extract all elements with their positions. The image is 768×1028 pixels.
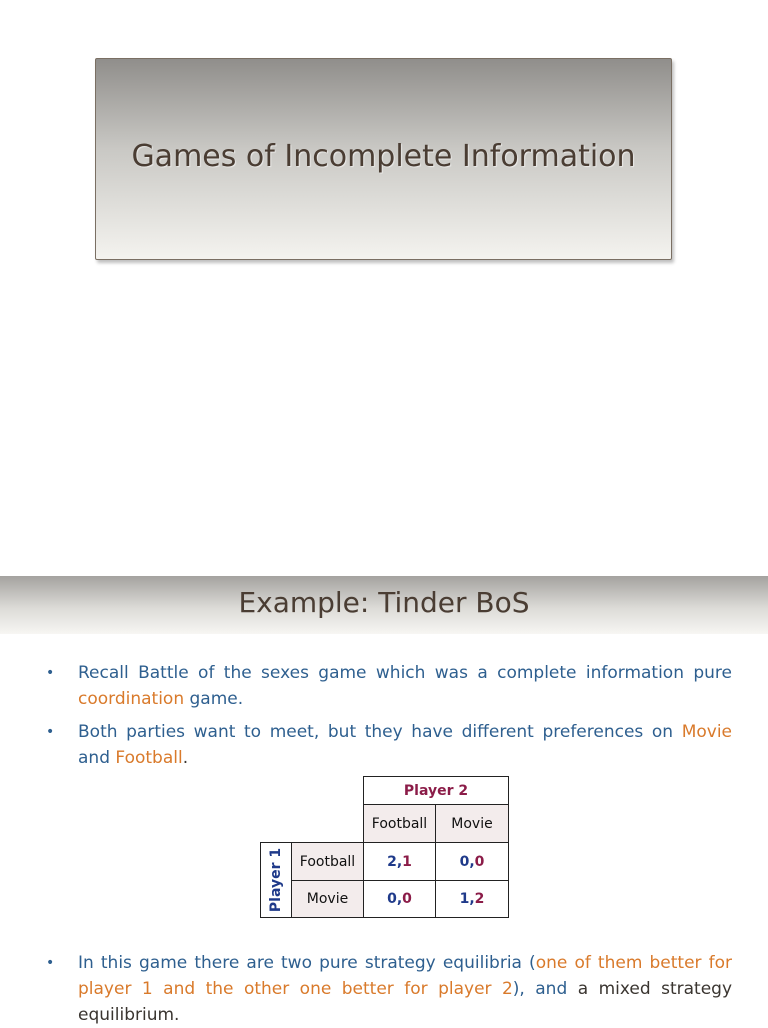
row-header-football: Football (291, 842, 364, 881)
player1-header: Player 1 (260, 842, 292, 918)
bullet-text: In this game there are two pure strategy equilibria (one of them better for player 1 and the other one better for player 2), and a mixed strategy equilibrium. (78, 953, 732, 1025)
payoff-cell: 0 , 0 (363, 880, 436, 918)
payoff-cell: 1 , 2 (435, 880, 509, 918)
bullet-item (46, 950, 732, 1028)
slide-title: Games of Incomplete Information (131, 139, 636, 174)
bullet-dot: • (46, 955, 55, 971)
payoff-cell: 0 , 0 (435, 842, 509, 881)
row-header-movie: Movie (291, 880, 364, 918)
bullet-text: Both parties want to meet, but they have different preferences on Movie and Football. (78, 722, 732, 768)
example-slide (0, 576, 768, 1024)
bullet-item (46, 660, 732, 712)
bullet-dot: • (46, 724, 55, 740)
slide-title: Example: Tinder BoS (238, 586, 530, 619)
bullet-text: Recall Battle of the sexes game which was a complete information pure coordination game. (78, 663, 732, 709)
col-header-movie: Movie (435, 804, 509, 843)
player2-header: Player 2 (363, 776, 509, 805)
col-header-football: Football (363, 804, 436, 843)
title-box (95, 58, 672, 260)
slide-header (0, 576, 768, 634)
bullet-dot: • (46, 665, 55, 681)
payoff-cell: 2 , 1 (363, 842, 436, 881)
bullet-item (46, 719, 732, 771)
